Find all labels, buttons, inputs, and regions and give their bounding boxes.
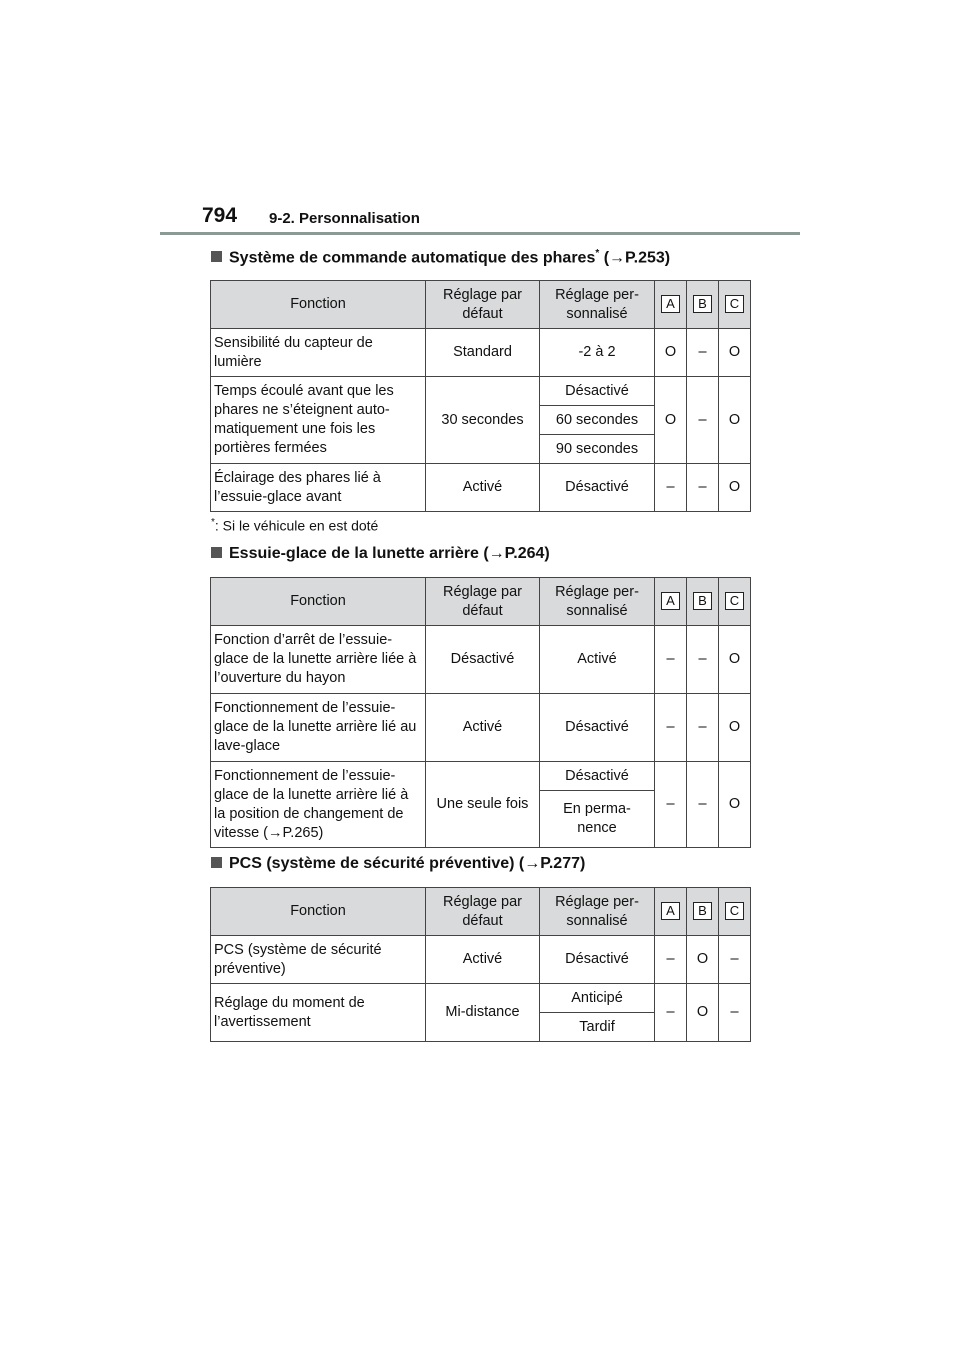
cell-a: O [655,377,687,464]
cell-c: O [719,329,751,377]
cell-fonction: Fonctionnement de l’essuie-glace de la lunette arrière lié à la position de changement de vitesse (→P.265) [211,762,426,848]
table-row [211,694,751,762]
section-title-essuie-glace: Essuie-glace de la lunette arrière (→P.264) [211,545,550,563]
cell-c: O [719,626,751,694]
col-b-box: B [693,592,712,610]
col-a [655,281,687,329]
cell-defaut: 30 secondes [426,377,540,464]
cell-perso: Désactivé [540,464,655,512]
cell-c: – [719,984,751,1042]
cell-b: – [687,762,719,848]
cell-perso: Désactivé [540,936,655,984]
cell-perso: En perma-nence [540,791,655,848]
col-a [655,888,687,936]
table-row [211,984,751,1013]
square-bullet-icon [211,547,222,558]
cell-perso: 90 secondes [540,435,655,464]
section-title-pcs: PCS (système de sécurité préventive) (→P.277) [211,855,585,873]
col-b [687,578,719,626]
cell-b: – [687,464,719,512]
cell-b: – [687,626,719,694]
cell-fonction: Fonctionnement de l’essuie-glace de la lunette arrière lié au lave-glace [211,694,426,762]
cell-c: O [719,377,751,464]
table-row [211,377,751,406]
cell-defaut: Activé [426,694,540,762]
col-c-box: C [725,295,744,313]
cell-perso: Activé [540,626,655,694]
table-phares [210,280,751,512]
section-title-phares: Système de commande automatique des phares* (→P.253) [211,248,670,267]
header-rule [160,232,800,235]
table-row [211,329,751,377]
cell-perso: Anticipé [540,984,655,1013]
cell-c: O [719,762,751,848]
cell-defaut: Activé [426,464,540,512]
col-c [719,281,751,329]
cell-b: O [687,936,719,984]
cell-perso: -2 à 2 [540,329,655,377]
cell-a: O [655,329,687,377]
cell-a: – [655,464,687,512]
col-c-box: C [725,902,744,920]
cell-defaut: Désactivé [426,626,540,694]
col-c [719,888,751,936]
cell-perso: Désactivé [540,762,655,791]
footnote: *: Si le véhicule en est doté [211,517,379,534]
cell-defaut: Standard [426,329,540,377]
col-perso: Réglage per-sonnalisé [540,888,655,936]
col-c-box: C [725,592,744,610]
col-b [687,281,719,329]
cell-fonction: PCS (système de sécurité préventive) [211,936,426,984]
cell-perso: Tardif [540,1013,655,1042]
cell-fonction: Fonction d’arrêt de l’essuie-glace de la lunette arrière liée à l’ouverture du hayon [211,626,426,694]
cell-fonction: Réglage du moment de l’avertissement [211,984,426,1042]
cell-perso: 60 secondes [540,406,655,435]
col-fonction: Fonction [211,578,426,626]
page-header [160,200,800,236]
col-a-box: A [661,295,680,313]
cell-defaut: Une seule fois [426,762,540,848]
col-a-box: A [661,592,680,610]
col-perso: Réglage per-sonnalisé [540,578,655,626]
cell-perso: Désactivé [540,694,655,762]
cell-defaut: Mi-distance [426,984,540,1042]
col-a [655,578,687,626]
cell-b: O [687,984,719,1042]
col-b-box: B [693,902,712,920]
table-row [211,626,751,694]
asterisk: * [595,248,600,259]
table-row [211,762,751,791]
cell-c: – [719,936,751,984]
square-bullet-icon [211,857,222,868]
table-header-row [211,281,751,329]
cell-a: – [655,626,687,694]
col-c [719,578,751,626]
cell-perso: Désactivé [540,377,655,406]
cell-c: O [719,694,751,762]
table-header-row [211,888,751,936]
footnote-asterisk: * [211,517,215,528]
cell-a: – [655,762,687,848]
cell-c: O [719,464,751,512]
table-header-row [211,578,751,626]
cell-defaut: Activé [426,936,540,984]
col-fonction: Fonction [211,888,426,936]
col-defaut: Réglage par défaut [426,281,540,329]
table-essuie-glace [210,577,751,848]
table-row [211,936,751,984]
col-a-box: A [661,902,680,920]
cell-a: – [655,984,687,1042]
square-bullet-icon [211,251,222,262]
cell-a: – [655,936,687,984]
col-defaut: Réglage par défaut [426,578,540,626]
cell-fonction: Sensibilité du capteur de lumière [211,329,426,377]
cell-b: – [687,694,719,762]
table-pcs [210,887,751,1042]
col-fonction: Fonction [211,281,426,329]
table-row [211,464,751,512]
cell-a: – [655,694,687,762]
page-number: 794 [202,204,238,227]
col-b [687,888,719,936]
col-b-box: B [693,295,712,313]
col-defaut: Réglage par défaut [426,888,540,936]
cell-b: – [687,377,719,464]
cell-b: – [687,329,719,377]
col-perso: Réglage per-sonnalisé [540,281,655,329]
cell-fonction: Temps écoulé avant que les phares ne s’éteignent auto-matiquement une fois les portières fermées [211,377,426,464]
cell-fonction: Éclairage des phares lié à l’essuie-glace avant [211,464,426,512]
chapter-title: 9-2. Personnalisation [269,210,420,227]
